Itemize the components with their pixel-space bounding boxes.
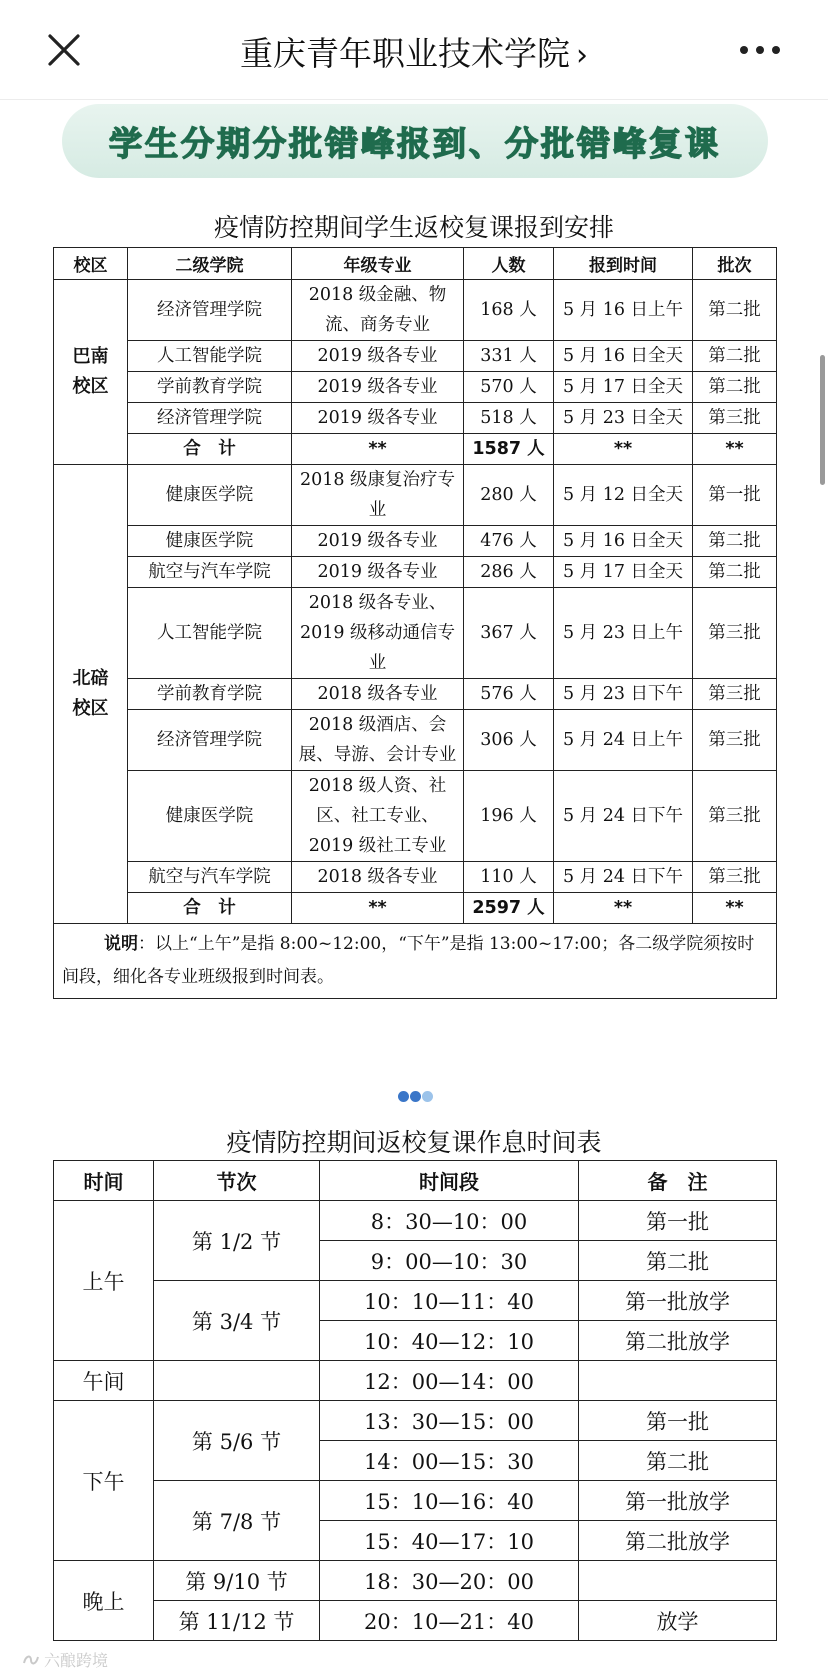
cell-major: 2019 级各专业	[292, 526, 464, 557]
table-row	[54, 679, 777, 710]
cell-date: 5 月 17 日全天	[554, 557, 693, 588]
cell-date: 5 月 16 日上午	[554, 280, 693, 341]
header-time-range: 时间段	[320, 1161, 579, 1201]
table-header-row	[54, 1161, 777, 1201]
cell-date: 5 月 23 日下午	[554, 679, 693, 710]
session-cell: 第 9/10 节	[154, 1561, 320, 1601]
table-row	[54, 1401, 777, 1441]
more-options-icon[interactable]	[740, 40, 788, 60]
header-major: 年级专业	[292, 248, 464, 280]
cell-college: 健康医学院	[128, 526, 292, 557]
time-range-cell: 15：40—17：10	[320, 1521, 579, 1561]
cell-major: 2019 级各专业	[292, 372, 464, 403]
cell-college: 学前教育学院	[128, 372, 292, 403]
period-cell: 下午	[54, 1401, 154, 1561]
total-row	[54, 893, 777, 924]
cell-major: 2018 级康复治疗专业	[292, 465, 464, 526]
divider-dot	[422, 1091, 433, 1102]
header-count: 人数	[464, 248, 554, 280]
session-cell: 第 3/4 节	[154, 1281, 320, 1361]
session-cell: 第 1/2 节	[154, 1201, 320, 1281]
cell-college: 健康医学院	[128, 771, 292, 862]
table-row	[54, 557, 777, 588]
cell-count: 168 人	[464, 280, 554, 341]
cell-count: 110 人	[464, 862, 554, 893]
cell-college: 经济管理学院	[128, 280, 292, 341]
cell-date: 5 月 23 日上午	[554, 588, 693, 679]
cell-batch: 第三批	[693, 710, 777, 771]
account-title-link[interactable]	[150, 28, 678, 72]
remark-cell: 第一批放学	[579, 1281, 777, 1321]
note-cell	[54, 924, 777, 999]
table-row	[54, 341, 777, 372]
table-row	[54, 1601, 777, 1641]
time-range-cell: 9：00—10：30	[320, 1241, 579, 1281]
cell-date: 5 月 17 日全天	[554, 372, 693, 403]
cell-date: 5 月 12 日全天	[554, 465, 693, 526]
cell-count: 570 人	[464, 372, 554, 403]
cell-college: 航空与汽车学院	[128, 862, 292, 893]
cell-count: 196 人	[464, 771, 554, 862]
session-cell: 第 11/12 节	[154, 1601, 320, 1641]
cell-college: 航空与汽车学院	[128, 557, 292, 588]
table-row	[54, 280, 777, 341]
cell-count: 331 人	[464, 341, 554, 372]
cell-major: 2019 级各专业	[292, 557, 464, 588]
cell-count: 367 人	[464, 588, 554, 679]
table-row	[54, 862, 777, 893]
header-date: 报到时间	[554, 248, 693, 280]
time-range-cell: 10：10—11：40	[320, 1281, 579, 1321]
remark-cell: 第二批放学	[579, 1521, 777, 1561]
cell-count: 280 人	[464, 465, 554, 526]
note-label: 说明	[104, 934, 138, 954]
cell-major: 2018 级各专业	[292, 862, 464, 893]
cell-college: 经济管理学院	[128, 710, 292, 771]
cell-count: 286 人	[464, 557, 554, 588]
header-period: 时间	[54, 1161, 154, 1201]
watermark-text: 六酿跨境	[44, 1651, 109, 1670]
cell-batch: 第三批	[693, 403, 777, 434]
total-major: **	[292, 893, 464, 924]
watermark	[22, 1648, 108, 1671]
header-batch: 批次	[693, 248, 777, 280]
time-range-cell: 15：10—16：40	[320, 1481, 579, 1521]
time-range-cell: 12：00—14：00	[320, 1361, 579, 1401]
cell-count: 306 人	[464, 710, 554, 771]
cell-batch: 第二批	[693, 526, 777, 557]
period-cell: 晚上	[54, 1561, 154, 1641]
total-row	[54, 434, 777, 465]
cell-college: 人工智能学院	[128, 588, 292, 679]
cell-major: 2018 级酒店、会展、导游、会计专业	[292, 710, 464, 771]
cell-date: 5 月 23 日全天	[554, 403, 693, 434]
cell-college: 学前教育学院	[128, 679, 292, 710]
cell-major: 2018 级人资、社区、社工专业、2019 级社工专业	[292, 771, 464, 862]
cell-college: 健康医学院	[128, 465, 292, 526]
return-schedule-table	[53, 247, 777, 999]
cell-date: 5 月 24 日上午	[554, 710, 693, 771]
divider-dots	[398, 1091, 433, 1102]
table-row	[54, 526, 777, 557]
remark-cell: 第一批	[579, 1201, 777, 1241]
total-date: **	[554, 434, 693, 465]
total-major: **	[292, 434, 464, 465]
time-range-cell: 13：30—15：00	[320, 1401, 579, 1441]
cell-date: 5 月 16 日全天	[554, 341, 693, 372]
cell-batch: 第三批	[693, 771, 777, 862]
cell-batch: 第二批	[693, 341, 777, 372]
table-row	[54, 1201, 777, 1241]
header-college: 二级学院	[128, 248, 292, 280]
total-label: 合 计	[128, 893, 292, 924]
divider-dot	[398, 1091, 409, 1102]
cell-batch: 第一批	[693, 465, 777, 526]
total-date: **	[554, 893, 693, 924]
header-remark: 备 注	[579, 1161, 777, 1201]
cell-major: 2019 级各专业	[292, 403, 464, 434]
cell-major: 2018 级各专业	[292, 679, 464, 710]
remark-cell: 第一批	[579, 1401, 777, 1441]
scrollbar[interactable]	[820, 355, 825, 485]
remark-cell: 第二批	[579, 1441, 777, 1481]
table-row	[54, 1561, 777, 1601]
period-cell: 上午	[54, 1201, 154, 1361]
time-range-cell: 10：40—12：10	[320, 1321, 579, 1361]
remark-cell	[579, 1561, 777, 1601]
cell-batch: 第二批	[693, 280, 777, 341]
remark-cell: 第二批放学	[579, 1321, 777, 1361]
campus-cell: 巴南校区	[54, 280, 128, 465]
cell-count: 576 人	[464, 679, 554, 710]
page-title: 重庆青年职业技术学院	[240, 34, 570, 73]
time-range-cell: 20：10—21：40	[320, 1601, 579, 1641]
table-row	[54, 771, 777, 862]
divider-dot	[410, 1091, 421, 1102]
cell-college: 人工智能学院	[128, 341, 292, 372]
session-cell: 第 5/6 节	[154, 1401, 320, 1481]
cell-batch: 第二批	[693, 372, 777, 403]
section-banner	[62, 104, 768, 178]
session-cell	[154, 1361, 320, 1401]
header-session: 节次	[154, 1161, 320, 1201]
header-campus: 校区	[54, 248, 128, 280]
time-range-cell: 18：30—20：00	[320, 1561, 579, 1601]
table-row	[54, 465, 777, 526]
cell-major: 2018 级金融、物流、商务专业	[292, 280, 464, 341]
table-row	[54, 1481, 777, 1521]
note-text: ：以上“上午”是指 8:00~12:00，“下午”是指 13:00~17:00；各二级学院须按时间段，细化各专业班级报到时间表。	[62, 934, 755, 987]
close-icon[interactable]	[44, 30, 84, 70]
banner-text: 学生分期分批错峰报到、分批错峰复课	[109, 123, 721, 163]
cell-batch: 第三批	[693, 862, 777, 893]
campus-cell: 北碚校区	[54, 465, 128, 924]
table-row	[54, 710, 777, 771]
time-range-cell: 14：00—15：30	[320, 1441, 579, 1481]
cell-count: 476 人	[464, 526, 554, 557]
daily-timetable	[53, 1160, 777, 1641]
table-row	[54, 403, 777, 434]
cell-major: 2018 级各专业、2019 级移动通信专业	[292, 588, 464, 679]
cell-date: 5 月 24 日下午	[554, 862, 693, 893]
chevron-right-icon: ›	[576, 38, 588, 73]
top-nav-bar	[0, 0, 828, 100]
table-row	[54, 588, 777, 679]
cell-batch: 第三批	[693, 588, 777, 679]
total-batch: **	[693, 434, 777, 465]
table-header-row	[54, 248, 777, 280]
table-row	[54, 372, 777, 403]
cell-date: 5 月 24 日下午	[554, 771, 693, 862]
period-cell: 午间	[54, 1361, 154, 1401]
cell-date: 5 月 16 日全天	[554, 526, 693, 557]
remark-cell: 第二批	[579, 1241, 777, 1281]
session-cell: 第 7/8 节	[154, 1481, 320, 1561]
total-count: 1587 人	[464, 434, 554, 465]
table2-caption: 疫情防控期间返校复课作息时间表	[226, 1128, 602, 1157]
total-count: 2597 人	[464, 893, 554, 924]
remark-cell: 放学	[579, 1601, 777, 1641]
cell-college: 经济管理学院	[128, 403, 292, 434]
remark-cell	[579, 1361, 777, 1401]
table1-caption: 疫情防控期间学生返校复课报到安排	[213, 213, 614, 242]
cell-batch: 第三批	[693, 679, 777, 710]
cell-batch: 第二批	[693, 557, 777, 588]
cell-major: 2019 级各专业	[292, 341, 464, 372]
cell-count: 518 人	[464, 403, 554, 434]
time-range-cell: 8：30—10：00	[320, 1201, 579, 1241]
total-batch: **	[693, 893, 777, 924]
table-row	[54, 1361, 777, 1401]
total-label: 合 计	[128, 434, 292, 465]
watermark-logo-icon	[22, 1653, 40, 1667]
table-row	[54, 1281, 777, 1321]
remark-cell: 第一批放学	[579, 1481, 777, 1521]
note-row	[54, 924, 777, 999]
